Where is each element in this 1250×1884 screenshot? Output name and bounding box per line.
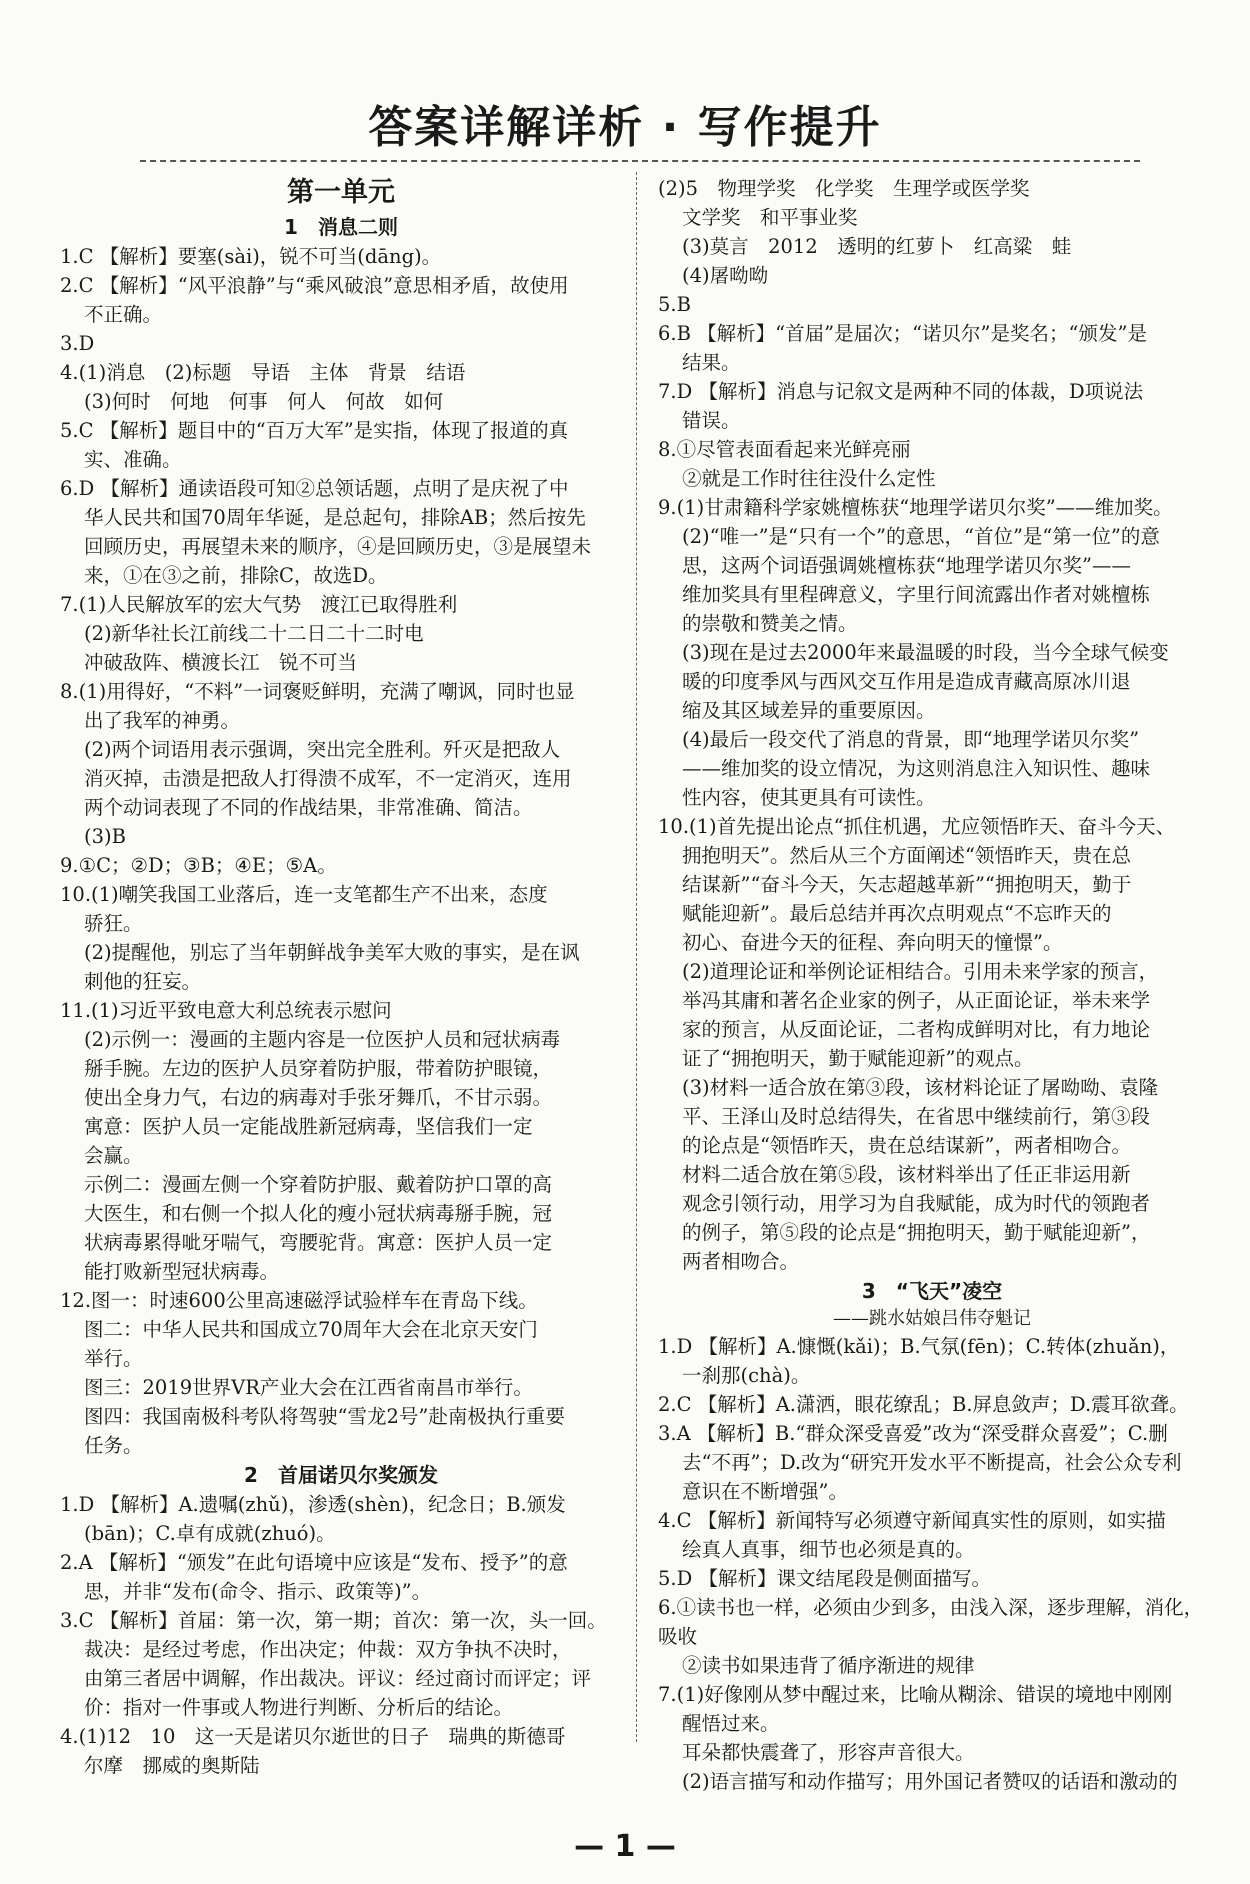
answer-item xyxy=(60,1548,622,1606)
answer-item xyxy=(60,1490,622,1548)
answer-item xyxy=(658,1506,1206,1564)
answer-line: 观念引领行动，用学习为自我赋能，成为时代的领跑者 xyxy=(682,1192,1151,1215)
lesson-2-answers xyxy=(60,1490,622,1780)
answer-line: 思，并非“发布(命令、指示、政策等)”。 xyxy=(84,1580,432,1603)
answer-line: 家的预言，从反面论证，二者构成鲜明对比，有力地论 xyxy=(682,1018,1151,1041)
answer-line: 图二：中华人民共和国成立70周年大会在北京天安门 xyxy=(84,1318,538,1341)
answer-line: 错误。 xyxy=(682,409,741,432)
answer-line: 9.①C；②D；③B；④E；⑤A。 xyxy=(60,854,337,877)
lesson-2-answers-continued xyxy=(658,174,1206,1276)
answer-item xyxy=(60,358,622,416)
answer-line: 图四：我国南极科考队将驾驶“雪龙2号”赴南极执行重要 xyxy=(84,1405,565,1428)
answer-item xyxy=(658,1390,1206,1419)
page-title: 答案详解详析 · 写作提升 xyxy=(368,102,882,153)
answer-line: (3)B xyxy=(84,825,126,848)
answer-line: 结果。 xyxy=(682,351,741,374)
answer-line: 示例二：漫画左侧一个穿着防护服、戴着防护口罩的高 xyxy=(84,1173,553,1196)
answer-line: 2.A 【解析】“颁发”在此句语境中应该是“发布、授予”的意 xyxy=(60,1551,568,1574)
answer-line: 一刹那(chà)。 xyxy=(682,1364,811,1387)
answer-line: 10.(1)嘲笑我国工业落后，连一支笔都生产不出来，态度 xyxy=(60,883,548,906)
answer-line: 7.D 【解析】消息与记叙文是两种不同的体裁，D项说法 xyxy=(658,380,1144,403)
answer-item xyxy=(658,1680,1206,1796)
answer-line: 寓意：医护人员一定能战胜新冠病毒，坚信我们一定 xyxy=(84,1115,533,1138)
answer-line: 使出全身力气，右边的病毒对手张牙舞爪，不甘示弱。 xyxy=(84,1086,553,1109)
answer-line: 3.A 【解析】B.“群众深受喜爱”改为“深受群众喜爱”；C.删 xyxy=(658,1422,1168,1445)
answer-line: 4.(1)消息 (2)标题 导语 主体 背景 结语 xyxy=(60,361,466,384)
answer-line: (2)语言描写和动作描写；用外国记者赞叹的话语和激动的 xyxy=(682,1770,1178,1793)
answer-line: 两个动词表现了不同的作战结果，非常准确、简洁。 xyxy=(84,796,533,819)
answer-line: 证了“拥抱明天，勤于赋能迎新”的观点。 xyxy=(682,1047,1034,1070)
answer-line: 赋能迎新”。最后总结并再次点明观点“不忘昨天的 xyxy=(682,902,1112,925)
answer-line: 华人民共和国70周年华诞，是总起句，排除AB；然后按先 xyxy=(84,506,586,529)
answer-line: 不正确。 xyxy=(84,303,163,326)
answer-line: 思，这两个词语强调姚檀栋获“地理学诺贝尔奖”—— xyxy=(682,554,1131,577)
lesson-3-heading: 3 “飞天”凌空 xyxy=(861,1279,1003,1303)
answer-line: 的例子，第⑤段的论点是“拥抱明天，勤于赋能迎新”， xyxy=(682,1221,1151,1244)
answer-line: (4)屠呦呦 xyxy=(682,264,769,287)
answer-line: (bān)；C.卓有成就(zhuó)。 xyxy=(84,1522,336,1545)
answer-item xyxy=(658,290,1206,319)
answer-line: 掰手腕。左边的医护人员穿着防护服，带着防护眼镜， xyxy=(84,1057,553,1080)
answer-line: 2.C 【解析】“风平浪静”与“乘风破浪”意思相矛盾，故使用 xyxy=(60,274,569,297)
answer-item xyxy=(658,319,1206,377)
unit-heading: 第一单元 xyxy=(287,177,395,208)
answer-item xyxy=(658,1419,1206,1506)
answer-line: 价：指对一件事或人物进行判断、分析后的结论。 xyxy=(84,1696,514,1719)
answer-line: ②读书如果违背了循序渐进的规律 xyxy=(682,1654,975,1677)
answer-item xyxy=(60,1286,622,1460)
answer-line: (2)“唯一”是“只有一个”的意思，“首位”是“第一位”的意 xyxy=(682,525,1160,548)
answer-line: 回顾历史，再展望未来的顺序，④是回顾历史，③是展望未 xyxy=(84,535,592,558)
answer-line: 冲破敌阵、横渡长江 锐不可当 xyxy=(84,651,358,674)
lesson-3-subtitle: ——跳水姑娘吕伟夺魁记 xyxy=(833,1308,1031,1329)
answer-line: 6.①读书也一样，必须由少到多，由浅入深，逐步理解，消化，吸收 xyxy=(658,1596,1204,1648)
answer-line: (2)道理论证和举例论证相结合。引用未来学家的预言， xyxy=(682,960,1159,983)
answer-item xyxy=(658,1564,1206,1593)
answer-line: 4.(1)12 10 这一天是诺贝尔逝世的日子 瑞典的斯德哥 xyxy=(60,1725,566,1748)
answer-line: 举行。 xyxy=(84,1347,143,1370)
answer-line: (3)何时 何地 何事 何人 何故 如何 xyxy=(84,390,444,413)
answer-line: 6.B 【解析】“首届”是届次；“诺贝尔”是奖名；“颁发”是 xyxy=(658,322,1147,345)
answer-line: 意识在不断增强”。 xyxy=(682,1480,848,1503)
answer-line: 初心、奋进今天的征程、奔向明天的憧憬”。 xyxy=(682,931,1063,954)
answer-line: 10.(1)首先提出论点“抓住机遇，尤应领悟昨天、奋斗今天、 xyxy=(658,815,1176,838)
answer-line: 7.(1)好像刚从梦中醒过来，比喻从糊涂、错误的境地中刚刚 xyxy=(658,1683,1173,1706)
answer-item xyxy=(60,677,622,851)
answer-item xyxy=(60,242,622,271)
answer-line: 1.C 【解析】要塞(sài)，锐不可当(dāng)。 xyxy=(60,245,442,268)
answer-line: 刺他的狂妄。 xyxy=(84,970,202,993)
answer-line: (3)莫言 2012 透明的红萝卜 红高粱 蛙 xyxy=(682,235,1072,258)
answer-line: 骄狂。 xyxy=(84,912,143,935)
answer-line: 性内容，使其更具有可读性。 xyxy=(682,786,936,809)
answer-line: (3)现在是过去2000年来最温暖的时段，当今全球气候变 xyxy=(682,641,1169,664)
answer-line: 11.(1)习近平致电意大利总统表示慰问 xyxy=(60,999,392,1022)
answer-item xyxy=(658,1332,1206,1390)
lesson-2-heading: 2 首届诺贝尔奖颁发 xyxy=(244,1463,438,1487)
answer-line: 平、王泽山及时总结得失，在省思中继续前行，第③段 xyxy=(682,1105,1151,1128)
answer-item xyxy=(60,880,622,996)
answer-line: 会赢。 xyxy=(84,1144,143,1167)
answer-item xyxy=(60,474,622,590)
answer-item xyxy=(658,812,1206,1276)
answer-line: 5.D 【解析】课文结尾段是侧面描写。 xyxy=(658,1567,991,1590)
answer-line: 8.(1)用得好，“不料”一词褒贬鲜明，充满了嘲讽，同时也显 xyxy=(60,680,575,703)
answer-line: (2)两个词语用表示强调，突出完全胜利。歼灭是把敌人 xyxy=(84,738,561,761)
answer-line: (3)材料一适合放在第③段，该材料论证了屠呦呦、袁隆 xyxy=(682,1076,1159,1099)
answer-line: 5.C 【解析】题目中的“百万大军”是实指，体现了报道的真 xyxy=(60,419,569,442)
answer-line: 大医生，和右侧一个拟人化的瘦小冠状病毒掰手腕，冠 xyxy=(84,1202,553,1225)
answer-item xyxy=(60,590,622,677)
answer-line: 材料二适合放在第⑤段，该材料举出了任正非运用新 xyxy=(682,1163,1131,1186)
lesson-3-answers xyxy=(658,1332,1206,1796)
answer-line: ——维加奖的设立情况，为这则消息注入知识性、趣味 xyxy=(682,757,1151,780)
answer-line: 结谋新”“奋斗今天，矢志超越革新”“拥抱明天，勤于 xyxy=(682,873,1132,896)
answer-item xyxy=(658,377,1206,435)
answer-line: (2)提醒他，别忘了当年朝鲜战争美军大败的事实，是在讽 xyxy=(84,941,580,964)
answer-line: 实、准确。 xyxy=(84,448,182,471)
column-divider xyxy=(636,172,637,1742)
answer-line: 的崇敬和赞美之情。 xyxy=(682,612,858,635)
left-column xyxy=(60,174,622,1780)
answer-item xyxy=(658,493,1206,812)
answer-line: 图三：2019世界VR产业大会在江西省南昌市举行。 xyxy=(84,1376,533,1399)
lesson-1-heading: 1 消息二则 xyxy=(284,215,398,239)
answer-line: 6.D 【解析】通读语段可知②总领话题，点明了是庆祝了中 xyxy=(60,477,569,500)
answer-line: 来，①在③之前，排除C，故选D。 xyxy=(84,564,388,587)
answer-line: 5.B xyxy=(658,293,691,316)
answer-line: 两者相吻合。 xyxy=(682,1250,800,1273)
answer-line: 3.C 【解析】首届：第一次，第一期；首次：第一次，头一回。 xyxy=(60,1609,607,1632)
answer-line: 缩及其区域差异的重要原因。 xyxy=(682,699,936,722)
answer-item xyxy=(60,416,622,474)
answer-line: ②就是工作时往往没什么定性 xyxy=(682,467,936,490)
answer-line: 9.(1)甘肃籍科学家姚檀栋获“地理学诺贝尔奖”——维加奖。 xyxy=(658,496,1173,519)
answer-line: 能打败新型冠状病毒。 xyxy=(84,1260,280,1283)
answer-line: 拥抱明天”。然后从三个方面阐述“领悟昨天，贵在总 xyxy=(682,844,1131,867)
answer-item xyxy=(60,996,622,1286)
answer-line: 任务。 xyxy=(84,1434,143,1457)
answer-line: 维加奖具有里程碑意义，字里行间流露出作者对姚檀栋 xyxy=(682,583,1151,606)
answer-line: 3.D xyxy=(60,332,95,355)
answer-line: 出了我军的神勇。 xyxy=(84,709,241,732)
answer-line: 尔摩 挪威的奥斯陆 xyxy=(84,1754,260,1777)
answer-line: 的论点是“领悟昨天，贵在总结谋新”，两者相吻合。 xyxy=(682,1134,1131,1157)
answer-line: 裁决：是经过考虑，作出决定；仲裁：双方争执不决时， xyxy=(84,1638,572,1661)
answer-line: 12.图一：时速600公里高速磁浮试验样车在青岛下线。 xyxy=(60,1289,538,1312)
answer-line: (2)新华社长江前线二十二日二十二时电 xyxy=(84,622,424,645)
right-column xyxy=(658,174,1206,1796)
answer-line: 消灭掉，击溃是把敌人打得溃不成军，不一定消灭，连用 xyxy=(84,767,572,790)
answer-line: 文学奖 和平事业奖 xyxy=(682,206,858,229)
answer-line: 7.(1)人民解放军的宏大气势 渡江已取得胜利 xyxy=(60,593,458,616)
answer-line: 绘真人真事，细节也必须是真的。 xyxy=(682,1538,975,1561)
answer-item xyxy=(658,174,1206,290)
answer-item xyxy=(658,1593,1206,1680)
answer-line: 1.D 【解析】A.慷慨(kǎi)；B.气氛(fēn)；C.转体(zhuǎn)， xyxy=(658,1335,1180,1358)
answer-line: 由第三者居中调解，作出裁决。评议：经过商讨而评定；评 xyxy=(84,1667,592,1690)
title-divider xyxy=(140,160,1140,162)
answer-item xyxy=(60,329,622,358)
answer-item xyxy=(60,1722,622,1780)
answer-item xyxy=(658,435,1206,493)
answer-line: 耳朵都快震聋了，形容声音很大。 xyxy=(682,1741,975,1764)
answer-line: 8.①尽管表面看起来光鲜亮丽 xyxy=(658,438,911,461)
answer-line: 去“不再”；D.改为“研究开发水平不断提高，社会公众专利 xyxy=(682,1451,1182,1474)
answer-line: (2)示例一：漫画的主题内容是一位医护人员和冠状病毒 xyxy=(84,1028,561,1051)
page-number: — 1 — xyxy=(574,1829,676,1864)
answer-line: 状病毒累得呲牙喘气，弯腰驼背。寓意：医护人员一定 xyxy=(84,1231,553,1254)
answer-item xyxy=(60,271,622,329)
answer-line: 暖的印度季风与西风交互作用是造成青藏高原冰川退 xyxy=(682,670,1131,693)
answer-line: 1.D 【解析】A.遗嘱(zhǔ)，渗透(shèn)，纪念日；B.颁发 xyxy=(60,1493,566,1516)
answer-item xyxy=(60,851,622,880)
answer-item xyxy=(60,1606,622,1722)
answer-line: 举冯其庸和著名企业家的例子，从正面论证，举未来学 xyxy=(682,989,1151,1012)
answer-line: 醒悟过来。 xyxy=(682,1712,780,1735)
answer-line: (4)最后一段交代了消息的背景，即“地理学诺贝尔奖” xyxy=(682,728,1140,751)
answer-line: 4.C 【解析】新闻特写必须遵守新闻真实性的原则，如实描 xyxy=(658,1509,1166,1532)
lesson-1-answers xyxy=(60,242,622,1460)
answer-line: 2.C 【解析】A.潇洒，眼花缭乱；B.屏息敛声；D.震耳欲聋。 xyxy=(658,1393,1189,1416)
answer-line: (2)5 物理学奖 化学奖 生理学或医学奖 xyxy=(658,177,1030,200)
